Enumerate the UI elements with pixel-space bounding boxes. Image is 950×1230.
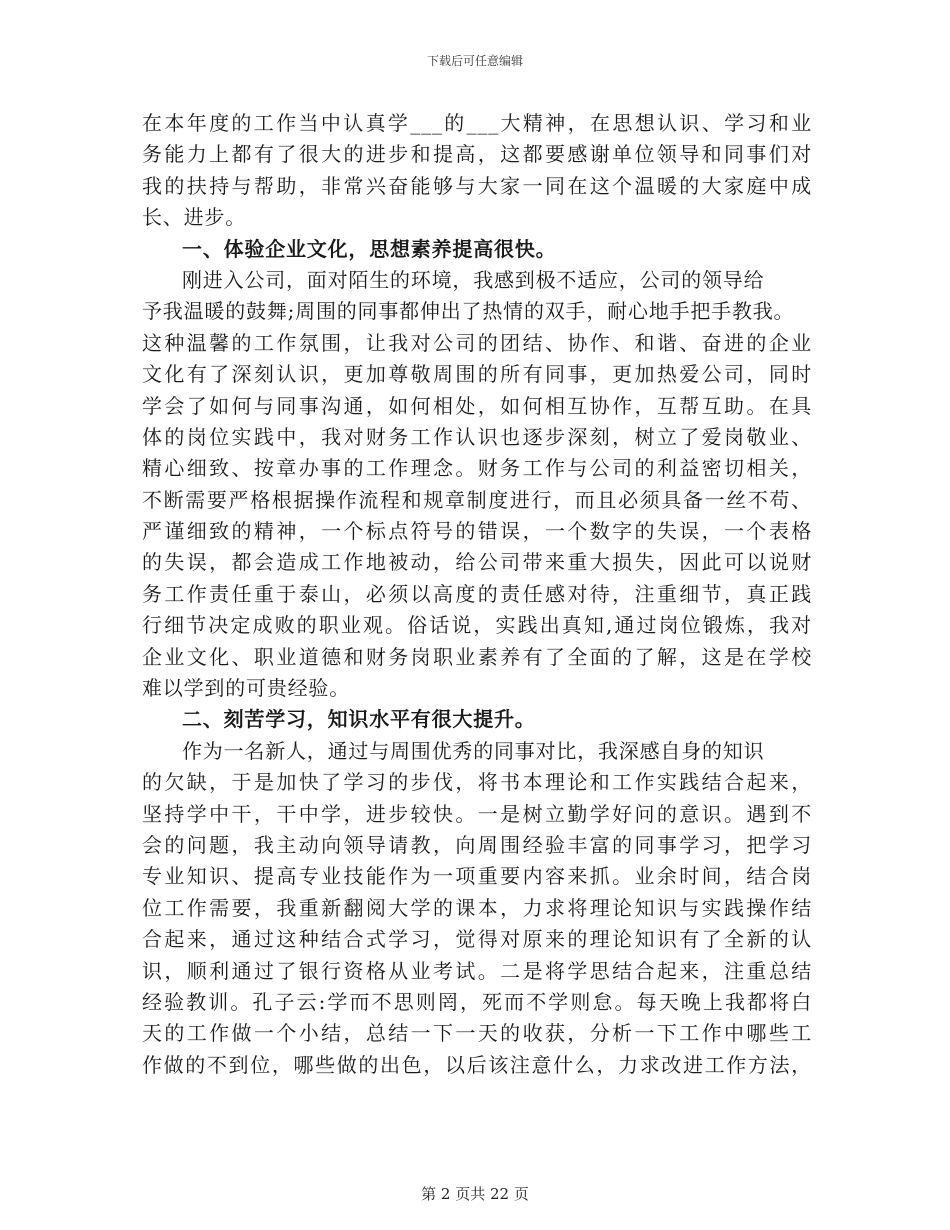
body-line-23: 坚持学中干，干中学，进步较快。一是树立勤学好问的意识。遇到不: [142, 801, 812, 826]
page-header: 下载后可任意编辑: [426, 54, 523, 68]
body-line-18: 企业文化、职业道德和财务岗职业素养有了全面的了解，这是在学校: [142, 644, 812, 669]
body-line-8: 这种温馨的工作氛围，让我对公司的团结、协作、和谐、奋进的企业: [142, 330, 812, 355]
body-line-24: 会的问题，我主动向领导请教，向周围经验丰富的同事学习，把学习: [142, 832, 812, 857]
section-heading-2: 二、刻苦学习，知识水平有很大提升。: [182, 707, 536, 732]
body-line-19: 难以学到的可贵经验。: [142, 676, 350, 701]
body-line-6: 刚进入公司，面对陌生的环境，我感到极不适应，公司的领导给: [182, 267, 765, 292]
body-line-26: 位工作需要，我重新翻阅大学的课本，力求将理论知识与实践操作结: [142, 895, 812, 920]
body-line-17: 行细节决定成败的职业观。俗话说，实践出真知,通过岗位锻炼，我对: [142, 613, 812, 638]
body-line-13: 不断需要严格根据操作流程和规章制度进行，而且必须具备一丝不苟、: [142, 487, 812, 512]
body-line-7: 予我温暖的鼓舞;周围的同事都伸出了热情的双手，耐心地手把手教我。: [142, 299, 795, 324]
body-line-27: 合起来，通过这种结合式学习，觉得对原来的理论知识有了全新的认: [142, 927, 812, 952]
document-body: [142, 108, 812, 1081]
body-line-28: 识，顺利通过了银行资格从业考试。二是将学思结合起来，注重总结: [142, 958, 812, 983]
body-line-14: 严谨细致的精神，一个标点符号的错误，一个数字的失误，一个表格: [142, 519, 812, 544]
body-line-31: 作做的不到位，哪些做的出色，以后该注意什么，力求改进工作方法，: [142, 1052, 812, 1077]
body-line-29: 经验教训。孔子云:学而不思则罔，死而不学则怠。每天晚上我都将白: [142, 989, 812, 1014]
body-line-22: 的欠缺，于是加快了学习的步伐，将书本理论和工作实践结合起来，: [142, 770, 812, 795]
body-line-2: 务能力上都有了很大的进步和提高，这都要感谢单位领导和同事们对: [142, 142, 812, 167]
body-line-4: 长、进步。: [142, 205, 246, 230]
body-line-12: 精心细致、按章办事的工作理念。财务工作与公司的利益密切相关，: [142, 456, 812, 481]
body-line-21: 作为一名新人，通过与周围优秀的同事对比，我深感自身的知识: [182, 738, 765, 763]
body-line-3: 我的扶持与帮助，非常兴奋能够与大家一同在这个温暖的大家庭中成: [142, 173, 812, 198]
body-line-11: 体的岗位实践中，我对财务工作认识也逐步深刻，树立了爱岗敬业、: [142, 424, 812, 449]
page-number-footer: 第 2 页共 22 页: [421, 1185, 529, 1203]
body-line-9: 文化有了深刻认识，更加尊敬周围的所有同事，更加热爱公司，同时: [142, 362, 812, 387]
body-line-16: 务工作责任重于泰山，必须以高度的责任感对待，注重细节，真正践: [142, 581, 812, 606]
section-heading-1: 一、体验企业文化，思想素养提高很快。: [182, 236, 557, 261]
body-line-30: 天的工作做一个小结，总结一下一天的收获，分析一下工作中哪些工: [142, 1021, 812, 1046]
body-line-1: 在本年度的工作当中认真学___的___大精神，在思想认识、学习和业: [142, 111, 812, 135]
body-line-15: 的失误，都会造成工作地被动，给公司带来重大损失，因此可以说财: [142, 550, 812, 575]
body-line-25: 专业知识、提高专业技能作为一项重要内容来抓。业余时间，结合岗: [142, 864, 812, 889]
body-line-10: 学会了如何与同事沟通，如何相处，如何相互协作，互帮互助。在具: [142, 393, 812, 418]
